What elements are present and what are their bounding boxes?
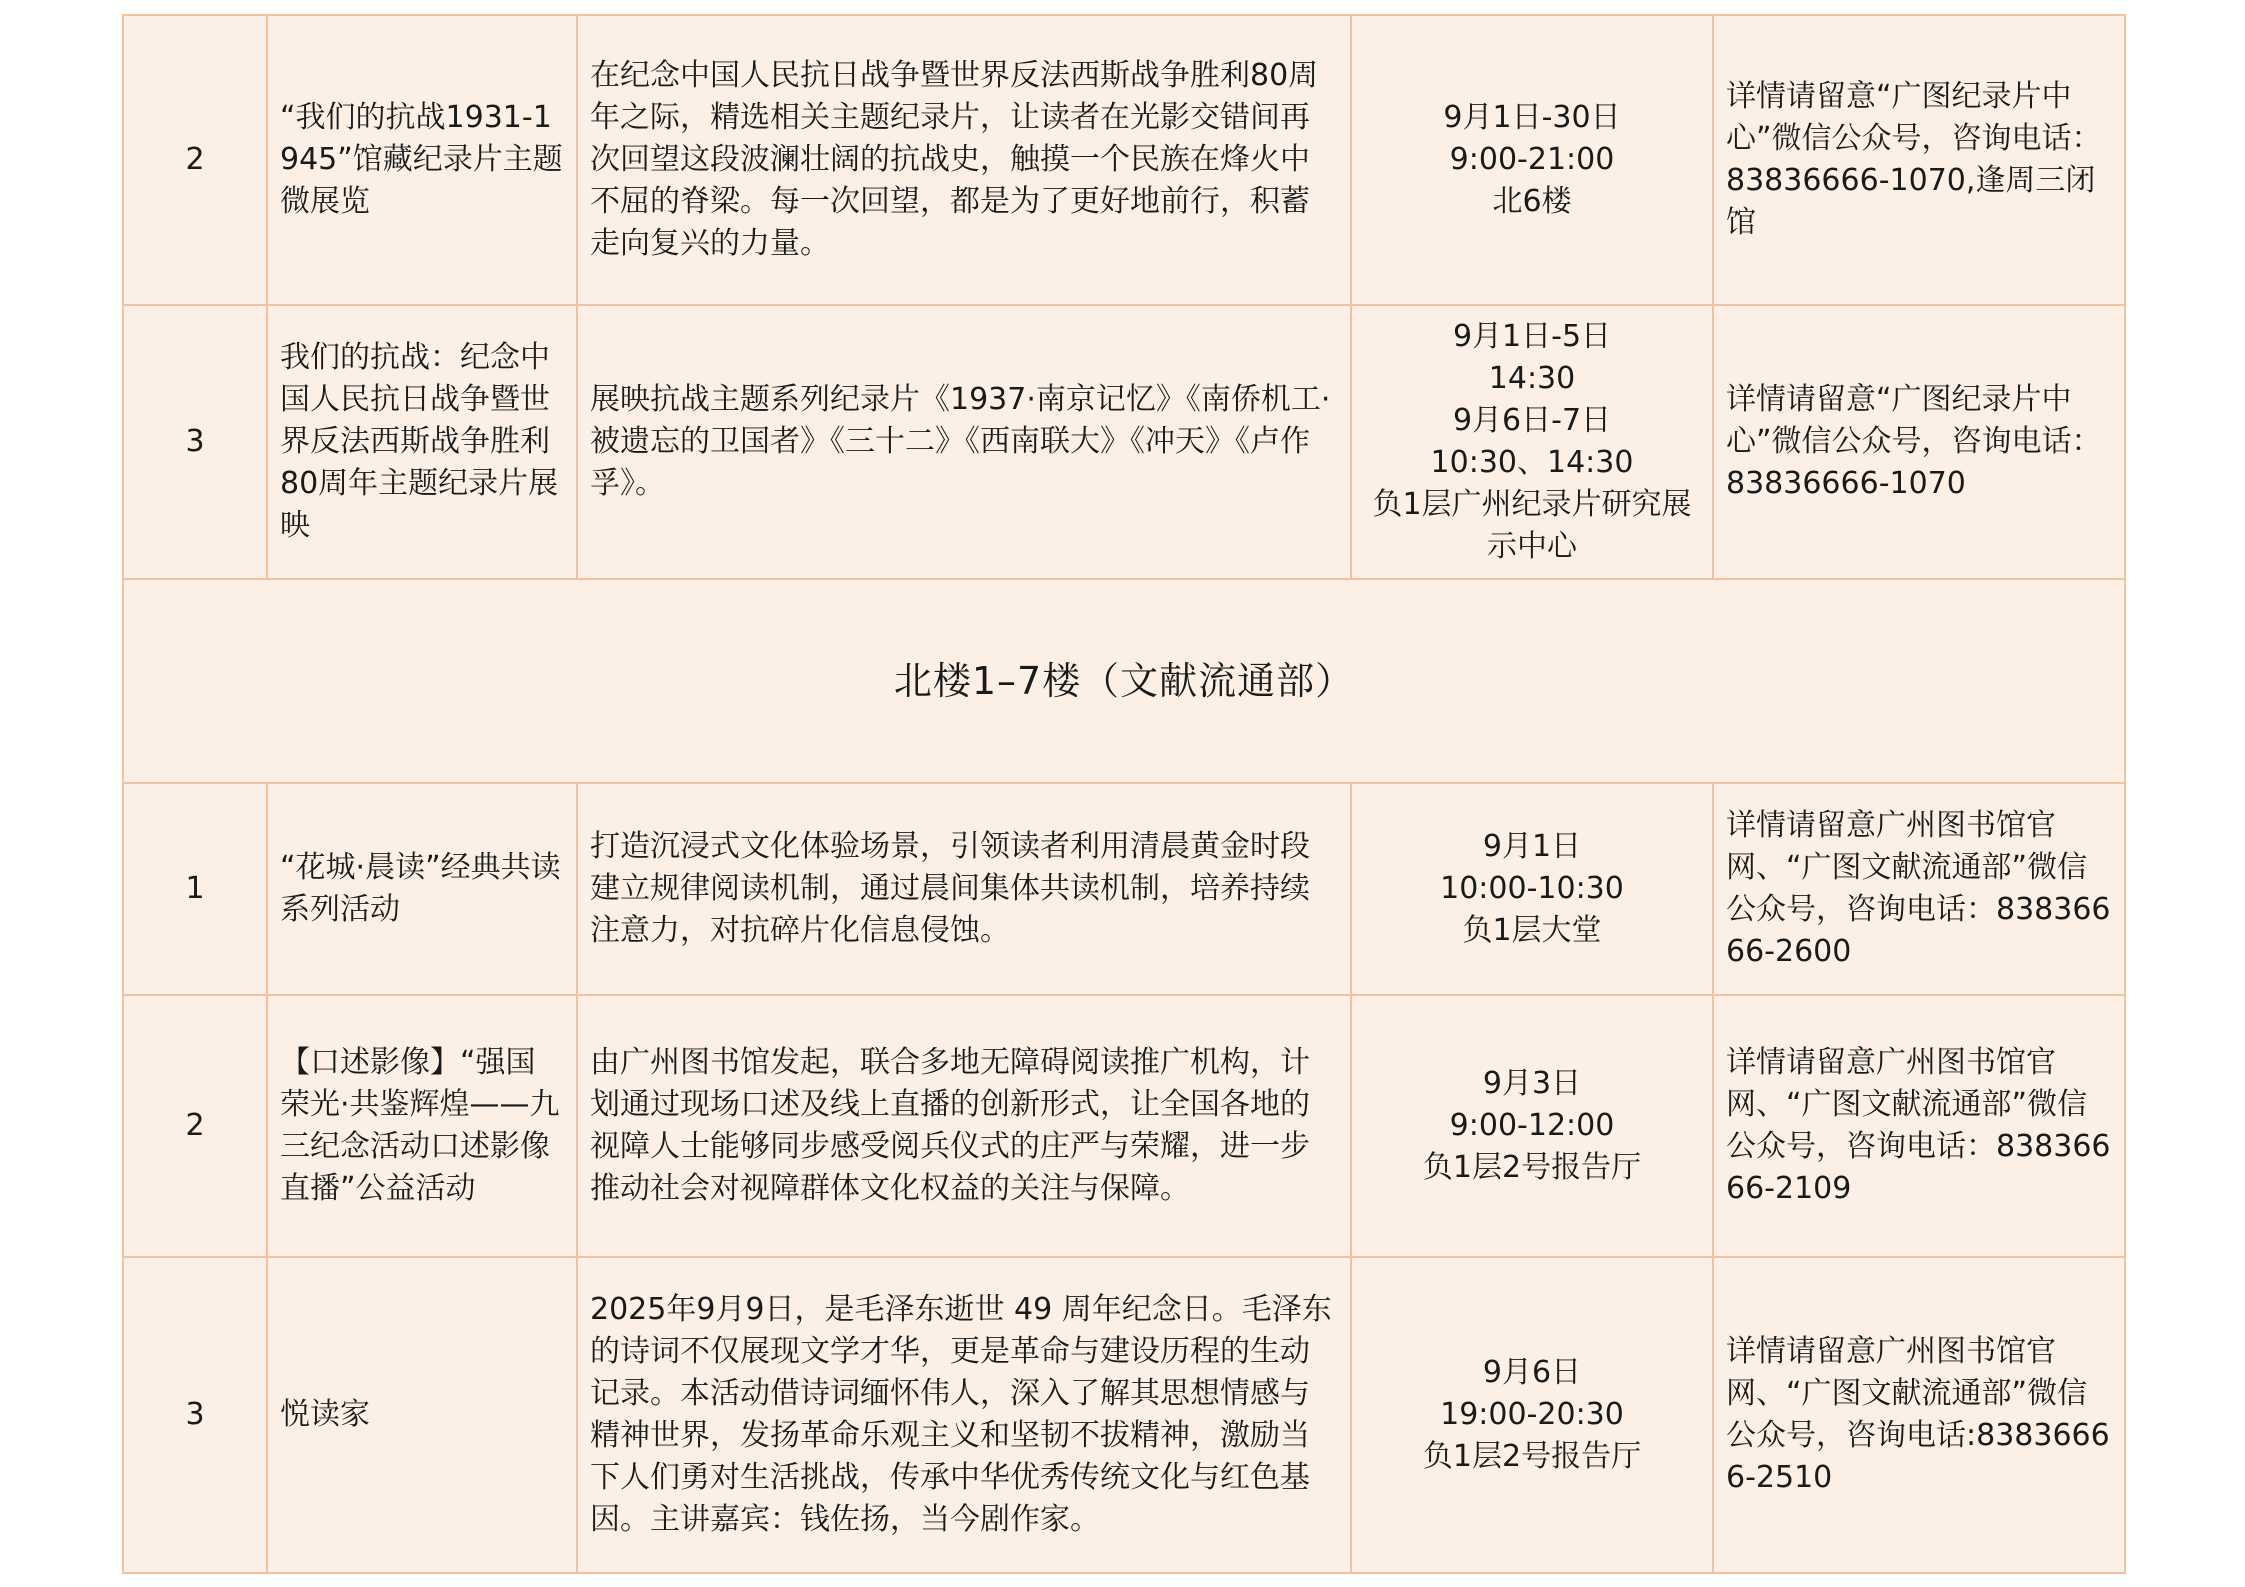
time-line: 9月3日 — [1482, 1066, 1582, 1101]
table-row — [123, 15, 2125, 305]
table-row — [123, 783, 2125, 995]
time-line: 9月6日 — [1482, 1355, 1582, 1390]
time-line: 10:30、14:30 — [1430, 445, 1634, 480]
row-number: 2 — [123, 15, 267, 305]
event-description: 打造沉浸式文化体验场景，引领读者利用清晨黄金时段建立规律阅读机制，通过晨间集体共读机制，培养持续注意力，对抗碎片化信息侵蚀。 — [577, 783, 1351, 995]
time-line: 9月6日-7日 — [1452, 403, 1612, 438]
event-name: “花城·晨读”经典共读系列活动 — [267, 783, 577, 995]
location-line: 负1层2号报告厅 — [1422, 1150, 1642, 1185]
event-description: 2025年9月9日，是毛泽东逝世 49 周年纪念日。毛泽东的诗词不仅展现文学才华，更是革命与建设历程的生动记录。本活动借诗词缅怀伟人，深入了解其思想情感与精神世界，发扬革命乐观主义和坚韧不拔精神，激励当下人们勇对生活挑战，传承中华优秀传统文化与红色基因。主讲嘉宾：钱佐扬，当今剧作家。 — [577, 1257, 1351, 1573]
row-number: 3 — [123, 305, 267, 579]
event-time-location — [1351, 15, 1713, 305]
location-line: 负1层广州纪录片研究展示中心 — [1372, 487, 1692, 564]
row-number: 1 — [123, 783, 267, 995]
event-contact: 详情请留意广州图书馆官网、“广图文献流通部”微信公众号，咨询电话：83836666-2600 — [1713, 783, 2125, 995]
section-header-row — [123, 579, 2125, 783]
row-number: 2 — [123, 995, 267, 1257]
event-contact: 详情请留意“广图纪录片中心”微信公众号，咨询电话：83836666-1070,逢周三闭馆 — [1713, 15, 2125, 305]
event-name: 我们的抗战：纪念中国人民抗日战争暨世界反法西斯战争胜利80周年主题纪录片展映 — [267, 305, 577, 579]
time-line: 10:00-10:30 — [1440, 871, 1624, 906]
event-contact: 详情请留意“广图纪录片中心”微信公众号，咨询电话：83836666-1070 — [1713, 305, 2125, 579]
time-line: 9月1日-5日 — [1452, 319, 1612, 354]
time-line: 14:30 — [1488, 361, 1576, 396]
event-time-location — [1351, 1257, 1713, 1573]
event-time-location — [1351, 995, 1713, 1257]
event-schedule-table — [122, 14, 2126, 1574]
event-time-location — [1351, 783, 1713, 995]
table-row — [123, 995, 2125, 1257]
location-line: 负1层大堂 — [1462, 913, 1602, 948]
event-description: 展映抗战主题系列纪录片《1937·南京记忆》《南侨机工·被遗忘的卫国者》《三十二》《西南联大》《冲天》《卢作孚》。 — [577, 305, 1351, 579]
event-name: “我们的抗战1931-1945”馆藏纪录片主题微展览 — [267, 15, 577, 305]
time-line: 9:00-12:00 — [1449, 1108, 1615, 1143]
event-time-location — [1351, 305, 1713, 579]
time-line: 9月1日-30日 — [1443, 100, 1621, 135]
table-row — [123, 1257, 2125, 1573]
time-line: 9:00-21:00 — [1449, 142, 1615, 177]
time-line: 9月1日 — [1482, 829, 1582, 864]
location-line: 北6楼 — [1492, 184, 1572, 219]
row-number: 3 — [123, 1257, 267, 1573]
event-contact: 详情请留意广州图书馆官网、“广图文献流通部”微信公众号，咨询电话:83836666-2510 — [1713, 1257, 2125, 1573]
time-line: 19:00-20:30 — [1440, 1397, 1624, 1432]
location-line: 负1层2号报告厅 — [1422, 1439, 1642, 1474]
event-description: 在纪念中国人民抗日战争暨世界反法西斯战争胜利80周年之际，精选相关主题纪录片，让读者在光影交错间再次回望这段波澜壮阔的抗战史，触摸一个民族在烽火中不屈的脊梁。每一次回望，都是为了更好地前行，积蓄走向复兴的力量。 — [577, 15, 1351, 305]
event-description: 由广州图书馆发起，联合多地无障碍阅读推广机构，计划通过现场口述及线上直播的创新形式，让全国各地的视障人士能够同步感受阅兵仪式的庄严与荣耀，进一步推动社会对视障群体文化权益的关注与保障。 — [577, 995, 1351, 1257]
section-title: 北楼1–7楼（文献流通部） — [123, 579, 2125, 783]
event-name: 【口述影像】“强国荣光·共鉴辉煌——九三纪念活动口述影像直播”公益活动 — [267, 995, 577, 1257]
event-contact: 详情请留意广州图书馆官网、“广图文献流通部”微信公众号，咨询电话：83836666-2109 — [1713, 995, 2125, 1257]
event-name: 悦读家 — [267, 1257, 577, 1573]
table-row — [123, 305, 2125, 579]
